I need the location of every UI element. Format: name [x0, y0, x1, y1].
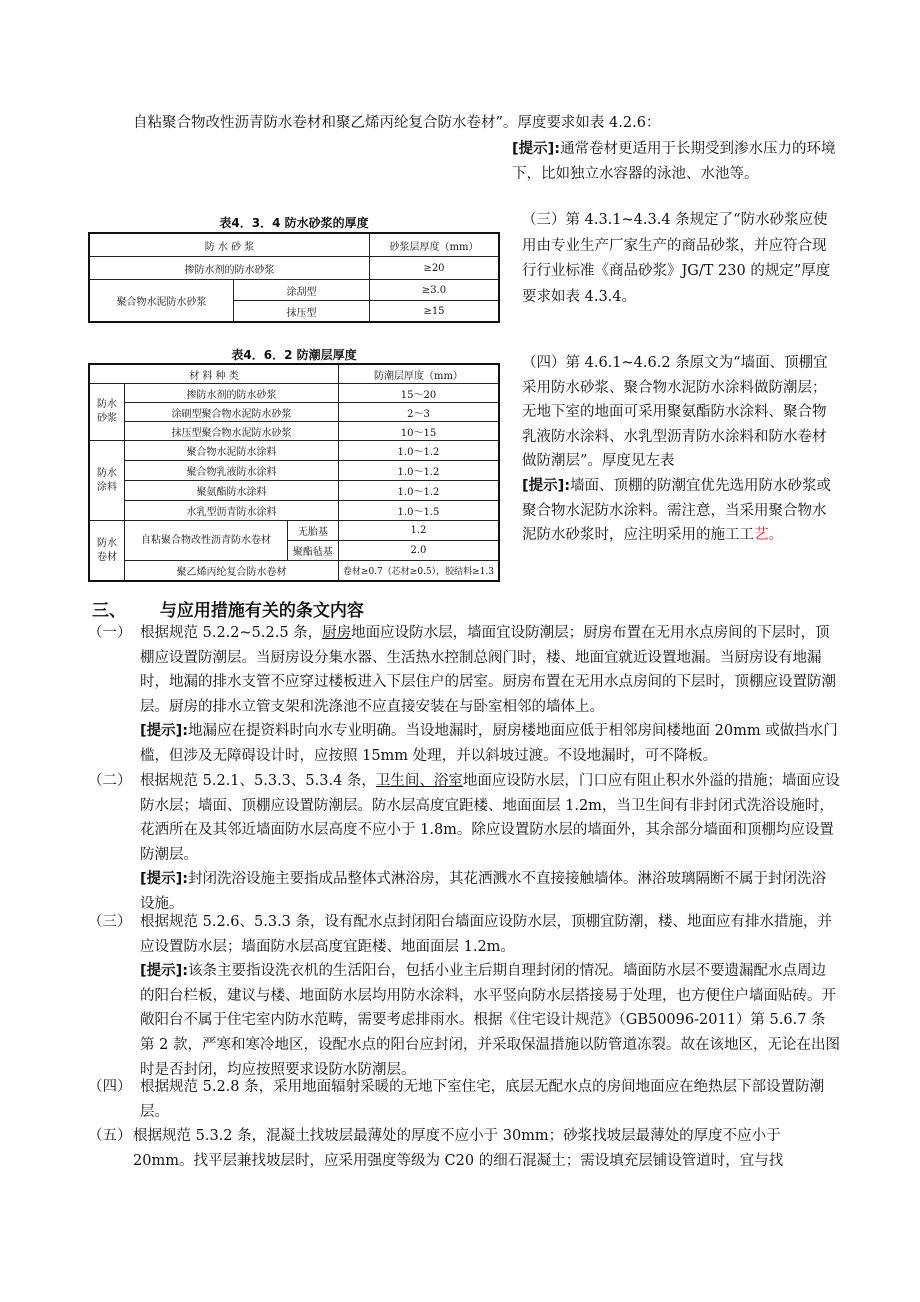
table2-cell: 卷材≥0.7（芯材≥0.5），胶结料≥1.3	[338, 561, 499, 582]
hint-text: 地漏应在提资料时向水专业明确。当设地漏时，厨房楼地面应低于相邻房间楼地面 20mm 或做挡水门槛，但涉及无障碍设计时，应按照 15mm 处理，并以斜坡过渡。不设地漏时，可不降板。	[140, 723, 838, 764]
table2-group: 防水涂料	[89, 441, 125, 521]
table1-cell: 掺防水剂的防水砂浆	[89, 257, 370, 280]
item-4	[140, 1075, 840, 1124]
table2-header-thickness: 防潮层厚度（mm）	[338, 364, 499, 384]
table2-group: 防水卷材	[89, 521, 125, 582]
section-heading	[92, 596, 364, 621]
item-text: 根据规范 5.2.8 条，采用地面辐射采暖的无地下室住宅，底层无配水点的房间地面应在绝热层下部设置防潮层。	[140, 1079, 825, 1120]
table1-caption: 表4．3．4 防水砂浆的厚度	[219, 216, 369, 230]
table2-cell: 10～15	[338, 422, 499, 441]
table2-cell: 涂刷型聚合物水泥防水砂浆	[125, 403, 339, 422]
item-text: 根据规范 5.2.6、5.3.3 条，设有配水点封闭阳台墙面应设防水层，顶棚宜防潮，楼、地面应有排水措施，并应设置防水层；墙面防水层高度宜距楼、地面面层 1.2m。	[140, 914, 833, 955]
item-3	[140, 910, 840, 1082]
hint-red-tail: 艺。	[754, 527, 783, 544]
table2-cell: 无胎基	[287, 521, 338, 541]
table1-header-material: 防 水 砂 浆	[89, 233, 370, 257]
table2-cell: 掺防水剂的防水砂浆	[125, 384, 339, 403]
table2-caption: 表4．6．2 防潮层厚度	[231, 348, 357, 362]
hint-text: 墙面、顶棚的防潮宜优先选用防水砂浆或聚合物水泥防水涂料。需注意，当采用聚合物水泥防水砂浆时，应注明采用的施工工	[522, 477, 832, 544]
table1-cell: ≥15	[370, 301, 500, 323]
table2-cell: 聚酯毡基	[287, 541, 338, 561]
table2-cell: 聚合物乳液防水涂料	[125, 461, 339, 481]
table2-cell: 1.0～1.2	[338, 461, 499, 481]
hint-label: [提示]:	[512, 141, 561, 157]
table2-header-material: 材 料 种 类	[89, 364, 338, 384]
table2-cell: 1.2	[338, 521, 499, 541]
table1-cell: 抹压型	[234, 301, 370, 323]
item-number: （四）	[88, 1079, 132, 1095]
table2-cell: 聚氨酯防水涂料	[125, 481, 339, 501]
hint-label: [提示]:	[522, 477, 571, 494]
table2-cell: 水乳型沥青防水涂料	[125, 501, 339, 521]
table2	[88, 363, 500, 582]
table2-cell: 15～20	[338, 384, 499, 403]
table2-cell: 聚合物水泥防水涂料	[125, 441, 339, 461]
item-number: （一）	[88, 625, 132, 641]
table1	[88, 232, 500, 323]
item-text: 根据规范 5.2.2~5.2.5 条，	[140, 625, 323, 641]
table2-cell: 2.0	[338, 541, 499, 561]
table2-group: 防水砂浆	[89, 384, 125, 441]
table2-cell: 1.0～1.2	[338, 481, 499, 501]
table1-header-thickness: 砂浆层厚度（mm）	[370, 233, 500, 257]
item-1	[140, 621, 840, 769]
item-text: 根据规范 5.2.1、5.3.3、5.3.4 条，	[140, 773, 376, 789]
table1-cell: 聚合物水泥防水砂浆	[89, 280, 234, 323]
hint-text: 封闭洗浴设施主要指成品整体式淋浴房，其花洒溅水不直接接触墙体。淋浴玻璃隔断不属于封闭洗浴设施。	[140, 871, 827, 912]
item-text: 地面应设防水层，门口应有阻止积水外溢的措施；墙面应设防水层；墙面、顶棚应设置防潮层。防水层高度宜距楼、地面面层 1.2m，当卫生间有非封闭式洗浴设施时，花洒所在及其邻近墙面防水层高度不应小于 1.8m。除应设置防水层的墙面外，其余部分墙面和顶棚均应设置防潮层。	[140, 773, 840, 863]
table2-cell: 聚乙烯丙纶复合防水卷材	[125, 561, 339, 582]
hint-top	[512, 137, 842, 187]
table2-cell: 抹压型聚合物水泥防水砂浆	[125, 422, 339, 441]
hint-text: 通常卷材更适用于长期受到渗水压力的环境下，比如独立水容器的泳池、水池等。	[512, 141, 836, 182]
item-5	[133, 1124, 843, 1173]
hint-label: [提示]:	[140, 723, 189, 740]
table2-cell: 1.0～1.2	[338, 441, 499, 461]
paragraph-section-3: （三）第 4.3.1~4.3.4 条规定了“防水砂浆应使用由专业生产厂家生产的商品砂浆，并应符合现行行业标准《商品砂浆》JG/T 230 的规定”厚度要求如表 4.3.4。	[522, 212, 831, 305]
para4-text: （四）第 4.6.1~4.6.2 条原文为“墙面、顶棚宜采用防水砂浆、聚合物水泥防水涂料做防潮层；无地下室的地面可采用聚氨酯防水涂料、聚合物乳液防水涂料、水乳型沥青防水涂料和防水卷材做防潮层”。厚度见左表	[522, 355, 828, 470]
section-title: 与应用措施有关的条文内容	[159, 601, 364, 621]
table1-cell: ≥20	[370, 257, 500, 280]
intro-line: 自粘聚合物改性沥青防水卷材和聚乙烯丙纶复合防水卷材”。厚度要求如表 4.2.6：	[133, 115, 661, 131]
item-number: （二）	[88, 773, 132, 789]
item-text: 根据规范 5.3.2 条，混凝土找坡层最薄处的厚度不应小于 30mm；砂浆找坡层最薄处的厚度不应小于 20mm。找平层兼找坡层时，应采用强度等级为 C20 的细石混凝土；需设填充层铺设管道时，宜与找	[133, 1128, 784, 1169]
item-2	[140, 769, 840, 917]
item-underlined: 厨房	[322, 625, 352, 641]
item-number: （三）	[88, 914, 132, 930]
hint-text: 该条主要指设洗衣机的生活阳台，包括小业主后期自理封闭的情况。墙面防水层不要遗漏配水点周边的阳台栏板，建议与楼、地面防水层均用防水涂料，水平竖向防水层搭接易于处理，也方便住户墙面贴砖。开敞阳台不属于住宅室内防水范畴，需要考虑排雨水。根据《住宅设计规范》（GB50096-2011）第 5.6.7 条第 2 款，严寒和寒冷地区，设配水点的阳台应封闭，并采取保温措施以防管道冻裂。故在该地区，无论在出图时是否封闭，均应按照要求设防水防潮层。	[140, 963, 840, 1078]
table2-cell: 2～3	[338, 403, 499, 422]
table2-cell: 1.0～1.5	[338, 501, 499, 521]
table1-cell: 涂刮型	[234, 280, 370, 301]
item-text: 地面应设防水层，墙面宜设防潮层；厨房布置在无用水点房间的下层时，顶棚应设置防潮层。当厨房设分集水器、生活热水控制总阀门时，楼、地面宜就近设置地漏。当厨房设有地漏时，地漏的排水支管不应穿过楼板进入下层住户的居室。厨房布置在无用水点房间的下层时，顶棚应设置防潮层。厨房的排水立管支架和洗涤池不应直接安装在与卧室相邻的墙体上。	[140, 625, 836, 715]
paragraph-section-4	[522, 351, 840, 548]
hint-label: [提示]:	[140, 871, 189, 888]
section-number: 三、	[92, 601, 126, 621]
item-number: （五）	[88, 1128, 132, 1144]
item-underlined: 卫生间、浴室	[375, 773, 463, 789]
table1-cell: ≥3.0	[370, 280, 500, 301]
table2-cell: 自粘聚合物改性沥青防水卷材	[125, 521, 288, 561]
hint-label: [提示]:	[140, 963, 189, 980]
